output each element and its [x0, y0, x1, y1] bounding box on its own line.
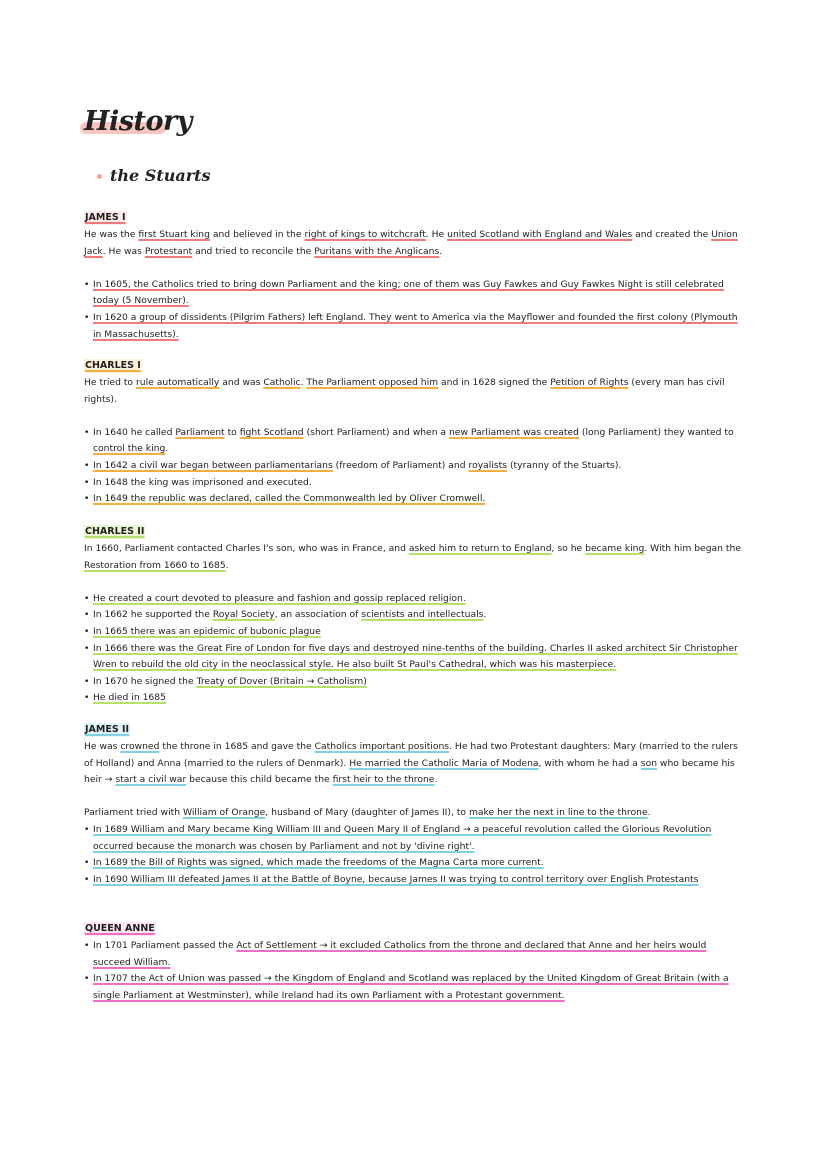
bullet-list: [84, 822, 744, 888]
underlined-text: In 1665 there was an epidemic of bubonic plague: [93, 625, 321, 637]
section-charles-ii: [84, 519, 744, 707]
text-run: . He was: [102, 245, 145, 257]
underlined-text: He died in 1685: [93, 692, 166, 704]
underlined-text: Catholic: [263, 377, 301, 388]
section-intro: [84, 375, 744, 408]
underlined-text: In 1649 the republic was declared, called the Commonwealth led by Oliver Cromwell.: [93, 493, 486, 505]
text-run: .: [439, 245, 443, 257]
text-run: In 1640 he called: [93, 426, 176, 438]
text-run: .: [225, 559, 229, 571]
underlined-text: Royal Society: [212, 609, 275, 621]
text-run: In 1662 he supported the: [93, 609, 213, 621]
text-run: In 1648 the king was imprisoned and executed.: [93, 476, 312, 488]
bullet-item: [84, 475, 744, 492]
bullet-item: [84, 607, 744, 624]
text-run: He was the: [84, 229, 139, 240]
text-run: He tried to: [84, 377, 136, 388]
underlined-text: In 1690 William III defeated James II at the Battle of Boyne, because James II was trying to control territory over English Protestants: [93, 873, 699, 885]
underlined-text: right of kings to witchcraft: [304, 229, 426, 240]
bullet-item: [84, 690, 744, 707]
section-james-ii: [84, 717, 744, 888]
text-run: and in 1628 signed the: [438, 377, 551, 388]
section-charles-i: [84, 353, 744, 508]
bullet-item: [84, 624, 744, 641]
bullet-item: [84, 674, 744, 691]
section-intro: [84, 541, 744, 574]
underlined-text: control the king: [93, 443, 166, 455]
underlined-text: In 1666 there was the Great Fire of London for five days and destroyed nine-tenths of the building. Charles II asked architect Sir Christopher Wren to rebuild the old city in the neoclassical style. He also built St Paul's Cathedral, which was his masterpiece.: [93, 642, 738, 671]
section-intro-2: [84, 805, 744, 822]
subtitle-bullet: [97, 174, 102, 179]
text-run: .: [300, 377, 307, 388]
bullet-item: [84, 872, 744, 889]
section-heading: JAMES I: [85, 212, 126, 223]
underlined-text: He created a court devoted to pleasure and fashion and gossip replaced religion.: [93, 592, 466, 604]
bullet-item: [84, 491, 744, 508]
text-run: and was: [219, 377, 264, 388]
section-intro: [84, 227, 744, 260]
bullet-item: [84, 277, 744, 310]
underlined-text: became king: [585, 543, 645, 554]
underlined-text: In 1707 the Act of Union was passed → the Kingdom of England and Scotland was replaced by the United Kingdom of Great Britain (with a single Parliament at Westminster), while Ireland had its own Parliament with a Protestant government.: [93, 973, 729, 1001]
text-run: who became his heir →: [84, 757, 735, 786]
section-intro: [84, 739, 744, 789]
underlined-text: The Parliament opposed him: [306, 377, 439, 388]
text-run: (freedom of Parliament) and: [332, 459, 469, 471]
bullet-list: [84, 425, 744, 508]
underlined-text: united Scotland with England and Wales: [447, 229, 633, 240]
underlined-text: asked him to return to England: [408, 543, 552, 554]
underlined-text: William of Orange: [182, 807, 266, 819]
text-run: and tried to reconcile the: [192, 245, 315, 257]
underlined-text: Puritans with the Anglicans: [314, 245, 440, 257]
text-run: the throne in 1685 and gave the: [159, 741, 315, 752]
underlined-text: royalists: [468, 459, 508, 471]
text-run: .: [483, 609, 487, 621]
underlined-text: Parliament: [175, 426, 225, 438]
text-run: to: [224, 426, 240, 438]
text-run: In 1660, Parliament contacted Charles I's son, who was in France, and: [84, 543, 409, 554]
text-run: In 1670 he signed the: [93, 675, 197, 687]
bullet-item: [84, 458, 744, 475]
bullet-item: [84, 971, 744, 1004]
underlined-text: rule automatically: [135, 377, 220, 388]
bullet-item: [84, 641, 744, 674]
section-queen-anne: [84, 916, 744, 1004]
page-title: History: [84, 106, 192, 137]
underlined-text: new Parliament was created: [448, 426, 579, 438]
underlined-text: Act of Settlement: [236, 940, 317, 951]
text-run: because this child became the: [186, 774, 333, 786]
underlined-text: Petition of Rights: [550, 377, 629, 388]
underlined-text: first heir to the throne: [332, 774, 435, 786]
bullet-item: [84, 855, 744, 872]
underlined-text: In 1620 a group of dissidents (Pilgrim Fathers) left England. They went to America via the Mayflower and founded the first colony (Plymouth in Massachusetts).: [93, 311, 738, 340]
text-run: .: [434, 774, 438, 786]
underlined-text: start a civil war: [115, 774, 187, 786]
text-run: , so he: [551, 543, 586, 554]
underlined-text: In 1689 William and Mary became King William III and Queen Mary II of England → a peaceful revolution called the Glorious Revolution occurred because the monarch was chosen by Parliament and not by 'divine right'.: [93, 823, 712, 852]
text-run: (long Parliament) they wanted to: [578, 426, 734, 438]
section-heading: CHARLES I: [85, 360, 141, 371]
text-run: . He had two Protestant daughters: Mary (married to the rulers of Holland) and Anna (married to the rulers of Denmark).: [84, 741, 738, 769]
underlined-text: make her the next in line to the throne: [468, 807, 648, 819]
section-heading: QUEEN ANNE: [85, 923, 155, 934]
bullet-list: [84, 277, 744, 343]
text-run: .: [647, 807, 651, 819]
underlined-text: In 1642 a civil war began between parliamentarians: [93, 459, 333, 471]
text-run: and created the: [632, 229, 712, 240]
text-run: (short Parliament) and when a: [303, 426, 449, 438]
underlined-text: → it excluded Catholics from the throne and declared that Anne and her heirs would succeed William.: [93, 940, 707, 968]
underlined-text: Protestant: [144, 245, 193, 257]
underlined-text: Restoration from 1660 to 1685: [84, 559, 226, 571]
text-run: . With him began the: [644, 543, 741, 554]
section-heading: CHARLES II: [85, 526, 145, 537]
text-run: (tyranny of the Stuarts).: [507, 459, 622, 471]
bullet-list: [84, 591, 744, 707]
text-run: . He: [425, 229, 448, 240]
text-run: , an association of: [274, 609, 362, 621]
bullet-item: [84, 591, 744, 608]
underlined-text: crowned: [120, 741, 160, 752]
bullet-item: [84, 425, 744, 458]
underlined-text: first Stuart king: [138, 229, 210, 240]
text-run: Parliament tried with: [84, 807, 183, 819]
text-run: .: [165, 443, 169, 455]
bullet-item: [84, 938, 744, 971]
underlined-text: Union Jack: [84, 229, 738, 257]
bullet-item: [84, 822, 744, 855]
underlined-text: Catholics important positions: [314, 741, 450, 752]
page-subtitle: the Stuarts: [110, 166, 211, 185]
text-run: , husband of Mary (daughter of James II), to: [265, 807, 469, 819]
underlined-text: scientists and intellectuals: [361, 609, 484, 621]
text-run: , with whom he had a: [538, 757, 641, 769]
underlined-text: fight Scotland: [239, 426, 304, 438]
underlined-text: In 1605, the Catholics tried to bring down Parliament and the king; one of them was Guy Fawkes and Guy Fawkes Night is still celebrated today (5 November).: [93, 278, 724, 307]
section-heading: JAMES II: [85, 724, 130, 735]
underlined-text: son: [640, 757, 658, 769]
bullet-item: [84, 310, 744, 343]
text-run: (every man has civil rights).: [84, 377, 725, 405]
text-run: He was: [84, 741, 121, 752]
underlined-text: In 1689 the Bill of Rights was signed, which made the freedoms of the Magna Carta more current.: [93, 857, 544, 869]
underlined-text: He married the Catholic Maria of Modena: [349, 757, 539, 769]
text-run: and believed in the: [209, 229, 305, 240]
section-james-i: [84, 205, 744, 343]
text-run: In 1701 Parliament passed the: [93, 940, 237, 951]
underlined-text: Treaty of Dover (Britain → Catholism): [196, 675, 367, 687]
bullet-list: [84, 938, 744, 1004]
